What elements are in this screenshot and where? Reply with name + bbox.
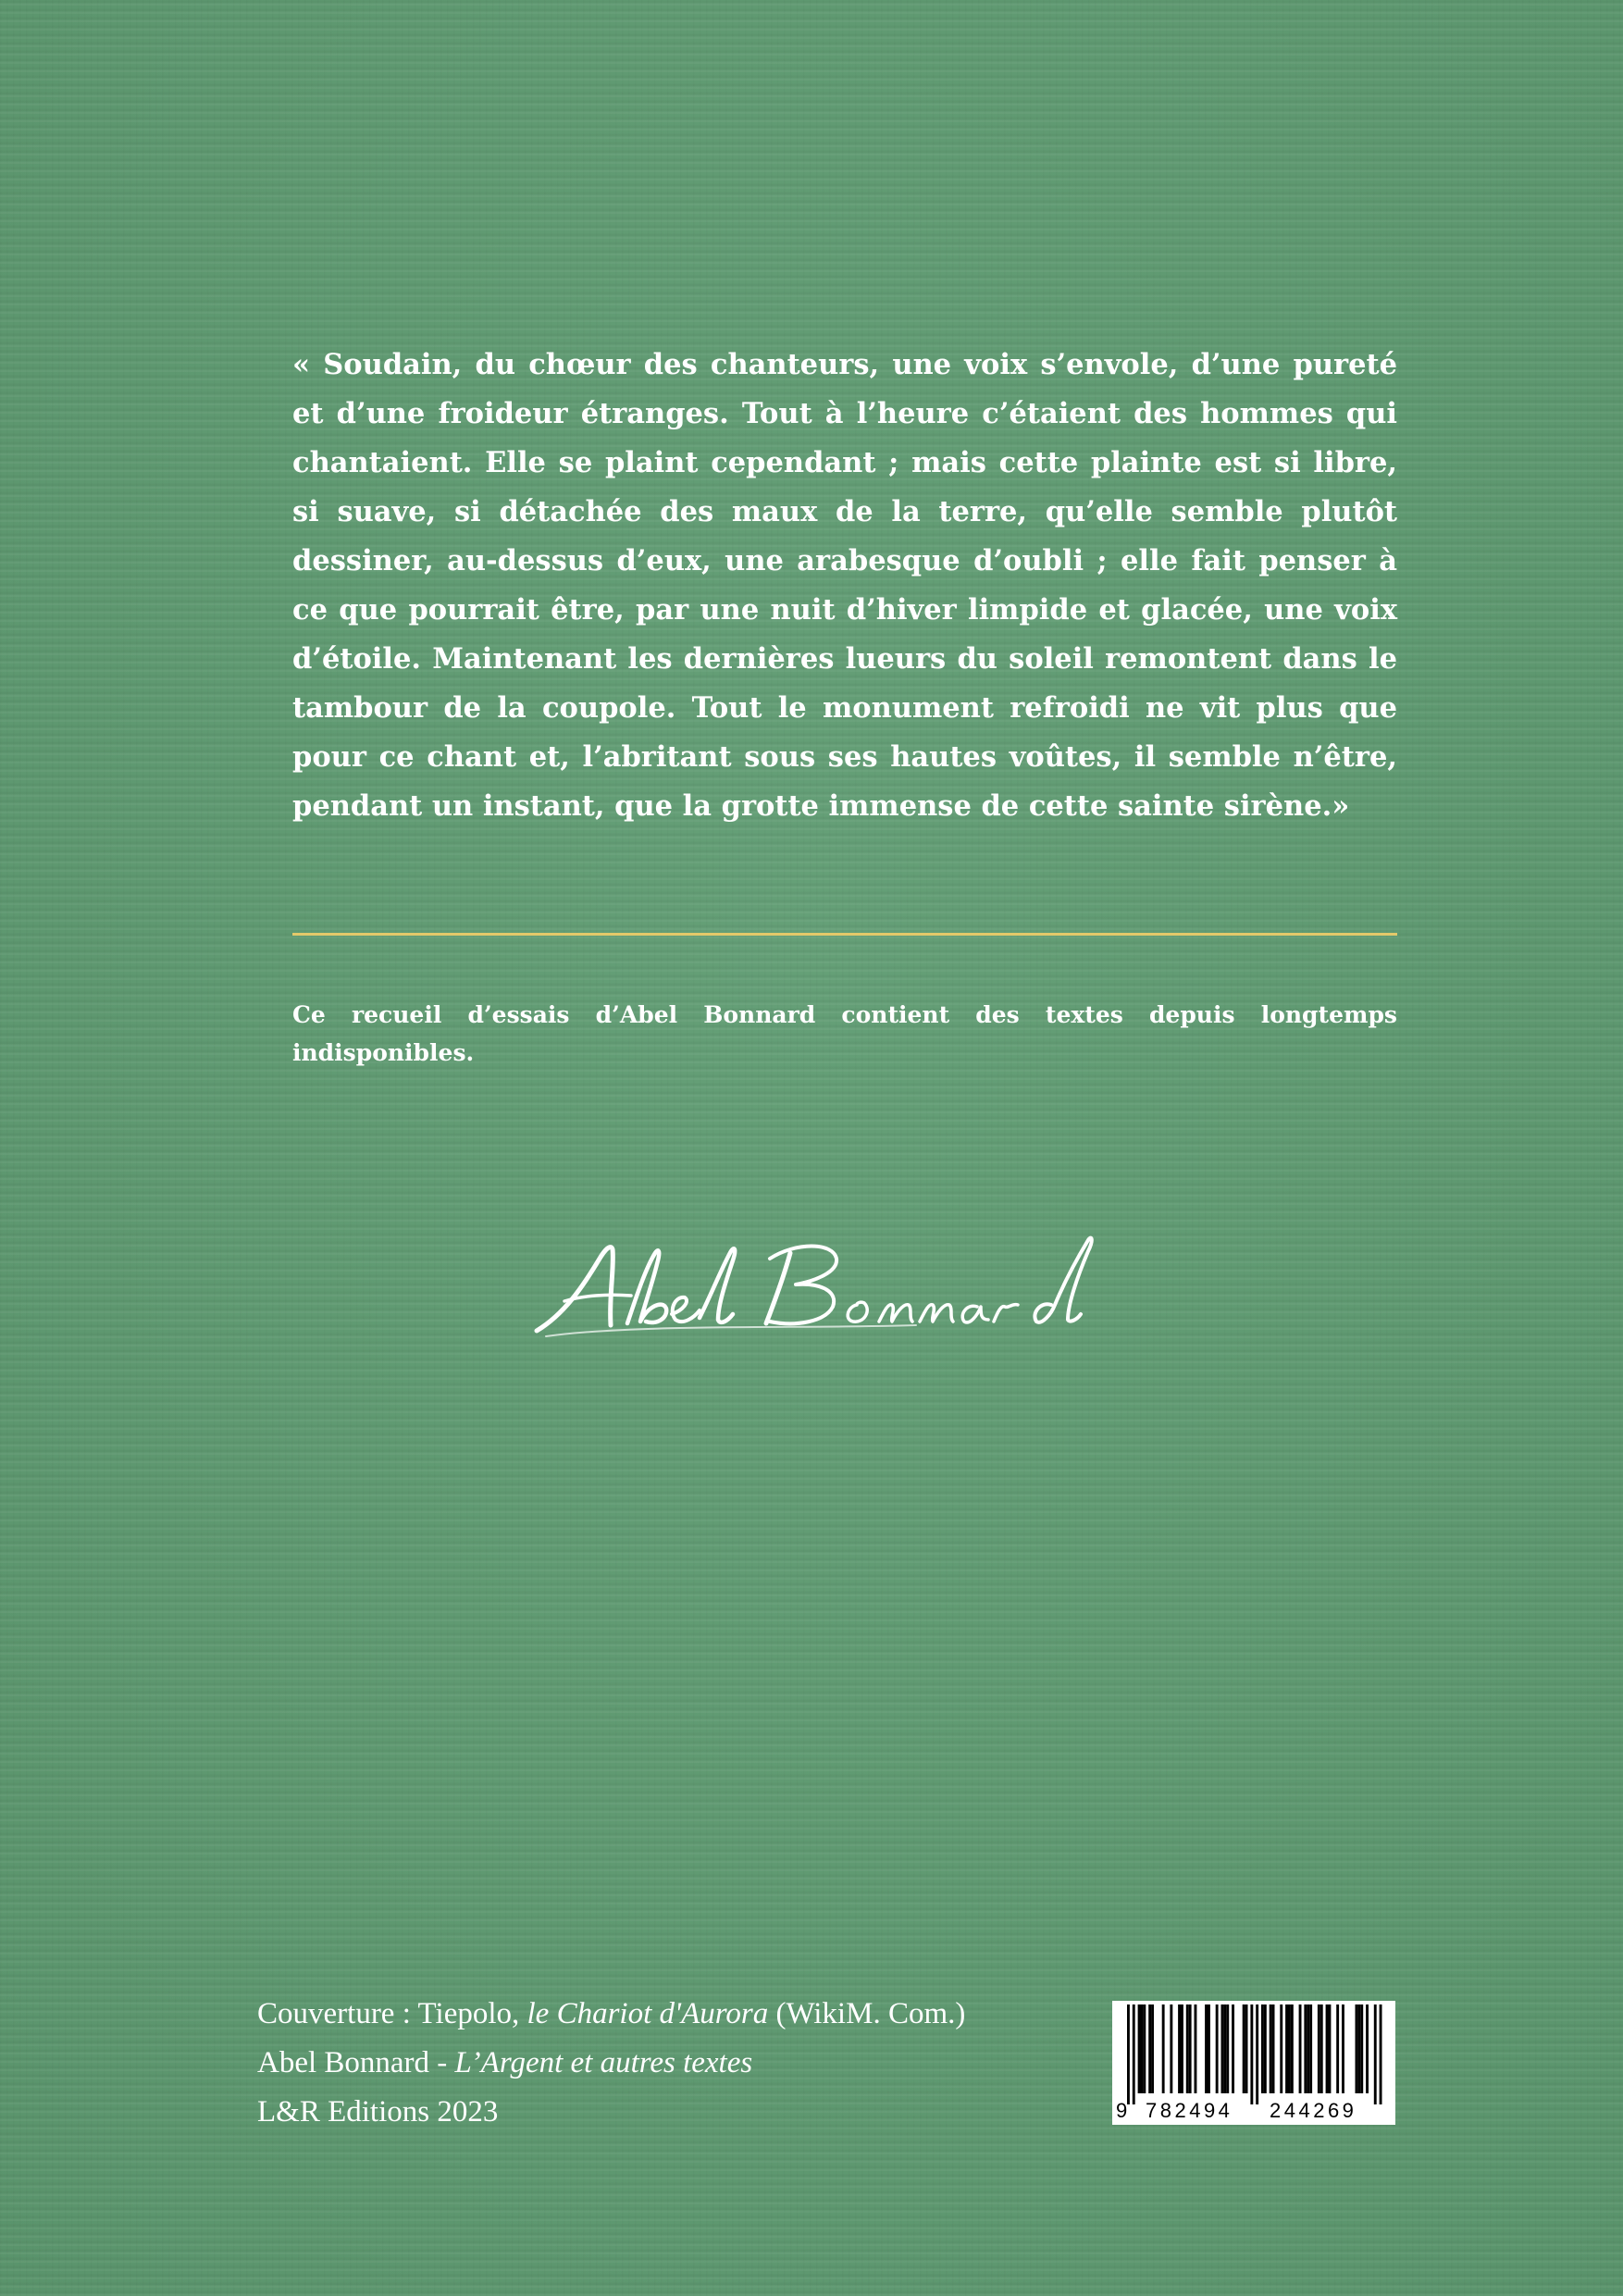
barcode-bar bbox=[1148, 2004, 1151, 2093]
blurb-paragraph: Ce recueil d’essais d’Abel Bonnard contient des textes depuis longtemps indisponibles. bbox=[292, 1001, 1397, 1066]
barcode-bar bbox=[1256, 2004, 1258, 2104]
quote-paragraph: « Soudain, du chœur des chanteurs, une voix s’envole, d’une pureté et d’une froideur étranges. Tout à l’heure c’étaient des hommes qui chantaient. Elle se plaint cependant ; mais cette plainte est si libre, si suave, si détachée des maux de la terre, qu’elle semble plutôt dessiner, au-dessus d’eux, une arabesque d’oubli ; elle fait penser à ce que pourrait être, par une nuit d’hiver limpide et glacée, une voix d’étoile. Maintenant les dernières lueurs du soleil remontent dans le tambour de la coupole. Tout le monument refroidi ne vit plus que pour ce chant et, l’abritant sous ses hautes voûtes, il semble n’être, pendant un instant, que la grotte immense de cette sainte sirène.» bbox=[292, 348, 1397, 823]
barcode-bar bbox=[1181, 2004, 1183, 2093]
barcode-bar bbox=[1356, 2004, 1358, 2093]
barcode-bar bbox=[1261, 2004, 1264, 2093]
divider-line bbox=[292, 933, 1397, 936]
barcode-bar bbox=[1264, 2004, 1267, 2093]
barcode-bar bbox=[1250, 2004, 1253, 2104]
book-title-line bbox=[257, 2039, 1090, 2088]
barcode-bar bbox=[1309, 2004, 1312, 2093]
credits-block bbox=[257, 1990, 1090, 2137]
cover-credit-prefix: Couverture : Tiepolo, bbox=[257, 1997, 527, 2030]
barcode-bar bbox=[1270, 2004, 1272, 2093]
barcode-bar bbox=[1216, 2004, 1219, 2093]
barcode-bar bbox=[1318, 2004, 1320, 2093]
barcode-bar bbox=[1285, 2004, 1288, 2093]
barcode-bar bbox=[1178, 2004, 1181, 2093]
book-title: L’Argent et autres textes bbox=[454, 2046, 753, 2079]
barcode-bar bbox=[1288, 2004, 1291, 2093]
barcode-left-digits: 782494 bbox=[1146, 2099, 1233, 2122]
isbn-barcode bbox=[1112, 2001, 1395, 2125]
barcode-bar bbox=[1307, 2004, 1309, 2093]
publisher-line: L&R Editions 2023 bbox=[257, 2095, 499, 2128]
barcode-bar bbox=[1329, 2004, 1332, 2093]
barcode-lead-digit: 9 bbox=[1116, 2099, 1128, 2122]
barcode-bar bbox=[1232, 2004, 1234, 2093]
barcode-bar bbox=[1360, 2004, 1363, 2093]
barcode-bar bbox=[1272, 2004, 1275, 2093]
barcode-bar bbox=[1374, 2004, 1377, 2104]
barcode-bar bbox=[1299, 2004, 1302, 2093]
barcode-bar bbox=[1141, 2004, 1144, 2093]
barcode-bar bbox=[1380, 2004, 1382, 2104]
barcode-bar bbox=[1245, 2004, 1248, 2093]
barcode-bar bbox=[1357, 2004, 1360, 2093]
barcode-bar bbox=[1138, 2004, 1141, 2093]
barcode-bar bbox=[1186, 2004, 1189, 2093]
cover-credit-suffix: (WikiM. Com.) bbox=[768, 1997, 966, 2030]
cover-credit-line bbox=[257, 1990, 1090, 2039]
barcode-bar bbox=[1127, 2004, 1130, 2104]
barcode-bar bbox=[1336, 2004, 1339, 2093]
barcode-bar bbox=[1280, 2004, 1282, 2093]
barcode-bar bbox=[1304, 2004, 1307, 2093]
barcode-bar bbox=[1366, 2004, 1369, 2093]
barcode-bar bbox=[1143, 2004, 1146, 2093]
author-name: Abel Bonnard bbox=[257, 2046, 430, 2079]
cover-painting-title: le Chariot d'Aurora bbox=[527, 1997, 769, 2030]
barcode-bars bbox=[1127, 2004, 1382, 2104]
barcode-bar bbox=[1243, 2004, 1245, 2093]
barcode-bar bbox=[1205, 2004, 1208, 2093]
barcode-bar bbox=[1320, 2004, 1323, 2093]
title-separator: - bbox=[429, 2046, 455, 2079]
barcode-bar bbox=[1162, 2004, 1165, 2093]
barcode-bar bbox=[1342, 2004, 1344, 2093]
barcode-bar bbox=[1208, 2004, 1210, 2093]
barcode-bar bbox=[1151, 2004, 1154, 2093]
barcode-bar bbox=[1189, 2004, 1192, 2093]
barcode-bar bbox=[1170, 2004, 1172, 2093]
barcode-bar bbox=[1223, 2004, 1226, 2093]
author-signature bbox=[527, 1222, 1157, 1342]
barcode-bar bbox=[1133, 2004, 1135, 2104]
barcode-bar bbox=[1326, 2004, 1329, 2093]
barcode-bar bbox=[1226, 2004, 1229, 2093]
barcode-right-digits: 244269 bbox=[1270, 2099, 1357, 2122]
barcode-bar bbox=[1195, 2004, 1197, 2093]
barcode-bar bbox=[1291, 2004, 1294, 2093]
barcode-bar bbox=[1221, 2004, 1224, 2093]
